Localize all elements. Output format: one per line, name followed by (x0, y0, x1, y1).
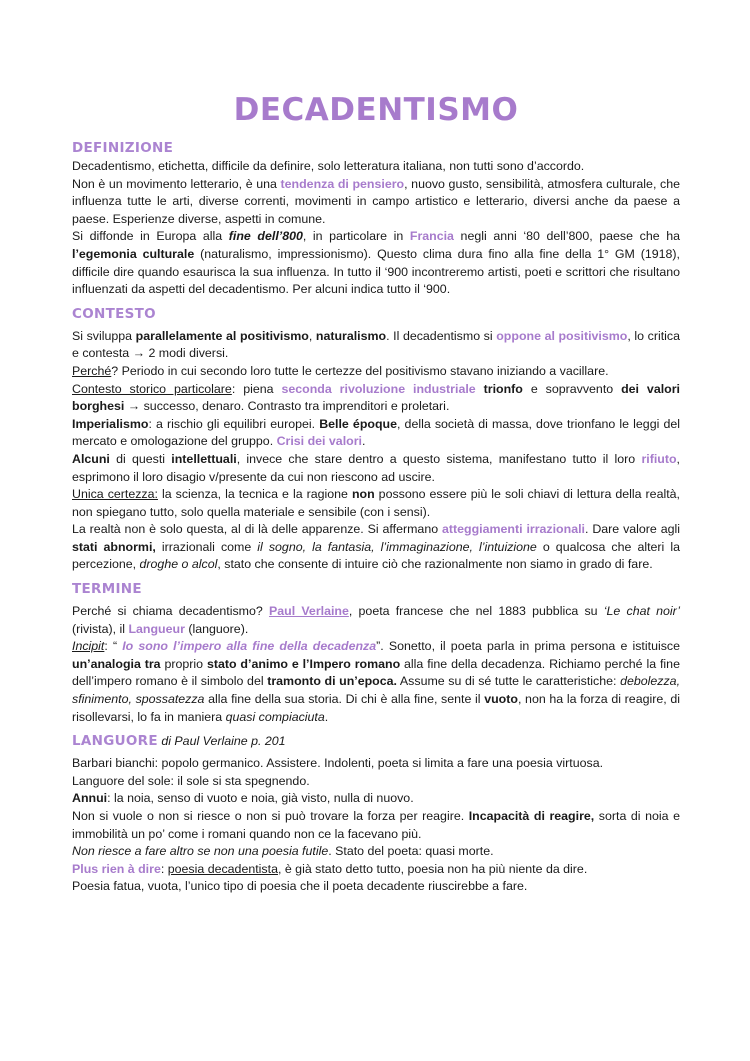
paragraph: Perché si chiama decadentismo? Paul Verlaine, poeta francese che nel 1883 pubblica su ‘Le chat noir’ (rivista), il Langueur (languore). (72, 604, 680, 636)
section-heading-languore: LANGUORE di Paul Verlaine p. 201 (72, 733, 286, 750)
paragraph: Imperialismo: a rischio gli equilibri europei. Belle époque, della società di massa, dove trionfano le leggi del mercato e omologazione del gruppo. Crisi dei valori. (72, 416, 680, 449)
paragraph: Perché? Periodo in cui secondo loro tutte le certezze del positivismo stavano iniziando a vacillare. (72, 363, 609, 378)
section-heading-definizione: DEFINIZIONE (72, 140, 174, 156)
paragraph: Si diffonde in Europa alla fine dell’800, in particolare in Francia negli anni ‘80 dell’800, paese che ha l’egemonia culturale (naturalismo, impressionismo). Questo clima dura fino alla fine della 1° GM (1918), difficile dire quando esaurisca la sua influenza. In tutto il ‘900 incontreremo artisti, poeti e scrittori che risultano influenzati da aspetti del decadentismo. Per alcuni indica tutto il ‘900. (72, 229, 680, 297)
section-heading-subtitle: di Paul Verlaine p. 201 (157, 734, 286, 749)
paragraph: Non è un movimento letterario, è una tendenza di pensiero, nuovo gusto, sensibilità, atmosfera culturale, che influenza tutte le arti, diverse correnti, movimenti in campo artistico e letterario, diversi anche da paese a paese. Esperienze diverse, aspetti in comune. (72, 176, 680, 226)
paragraph: Non riesce a fare altro se non una poesia futile. Stato del poeta: quasi morte. (72, 844, 494, 859)
paragraph: Contesto storico particolare: piena seconda rivoluzione industriale trionfo e sopravvento dei valori borghesi → successo, denaro. Contrasto tra imprenditori e proletari. (72, 381, 680, 414)
section-heading-termine: TERMINE (72, 581, 142, 598)
paragraph: Unica certezza: la scienza, la tecnica e la ragione non possono essere più le soli chiavi di lettura della realtà, non spiegano tutto, solo quella materiale e sensibile (con i sensi). (72, 487, 680, 519)
document-page (72, 92, 680, 896)
paragraph: Barbari bianchi: popolo germanico. Assistere. Indolenti, poeta si limita a fare una poesia virtuosa. (72, 756, 604, 771)
paragraph: Poesia fatua, vuota, l’unico tipo di poesia che il poeta decadente riuscirebbe a fare. (72, 879, 528, 894)
paragraph: Decadentismo, etichetta, difficile da definire, solo letteratura italiana, non tutti sono d’accordo. (72, 159, 585, 173)
paragraph: Alcuni di questi intellettuali, invece che stare dentro a questo sistema, manifestano tutto il loro rifiuto, esprimono il loro disagio v/presente da cui non riescono ad uscire. (72, 451, 680, 484)
section-heading-contesto: CONTESTO (72, 305, 156, 322)
paragraph: Plus rien à dire: poesia decadentista, è già stato detto tutto, poesia non ha più niente da dire. (72, 861, 588, 876)
document-title: DECADENTISMO (233, 92, 519, 128)
paragraph: Annui: la noia, senso di vuoto e noia, già visto, nulla di nuovo. (72, 791, 414, 806)
paragraph: Si sviluppa parallelamente al positivismo, naturalismo. Il decadentismo si oppone al positivismo, lo critica e contesta → 2 modi diversi. (72, 328, 680, 361)
paragraph: La realtà non è solo questa, al di là delle apparenze. Si affermano atteggiamenti irrazionali. Dare valore agli stati abnormi, irrazionali come il sogno, la fantasia, l’immaginazione, l’intuizione o qualcosa che alteri la percezione, droghe o alcol, stato che consente di intuire ciò che razionalmente non siamo in grado di fare. (72, 522, 680, 572)
paragraph: Incipit: “ Io sono l’impero alla fine della decadenza”. Sonetto, il poeta parla in prima persona e istituisce un’analogia tra proprio stato d’animo e l’Impero romano alla fine della decadenza. Richiamo perché la fine dell’impero romano è il simbolo del tramonto di un’epoca. Assume su di sé tutte le caratteristiche: debolezza, sfinimento, spossatezza alla fine della sua storia. Di chi è alla fine, sente il vuoto, non ha la forza di reagire, di risollevarsi, lo fa in maniera quasi compiaciuta. (72, 639, 681, 724)
paragraph: Non si vuole o non si riesce o non si può trovare la forza per reagire. Incapacità di reagire, sorta di noia e immobilità un po’ come i romani quando non ce la facevano più. (72, 809, 680, 841)
paragraph: Languore del sole: il sole si sta spegnendo. (72, 773, 310, 788)
